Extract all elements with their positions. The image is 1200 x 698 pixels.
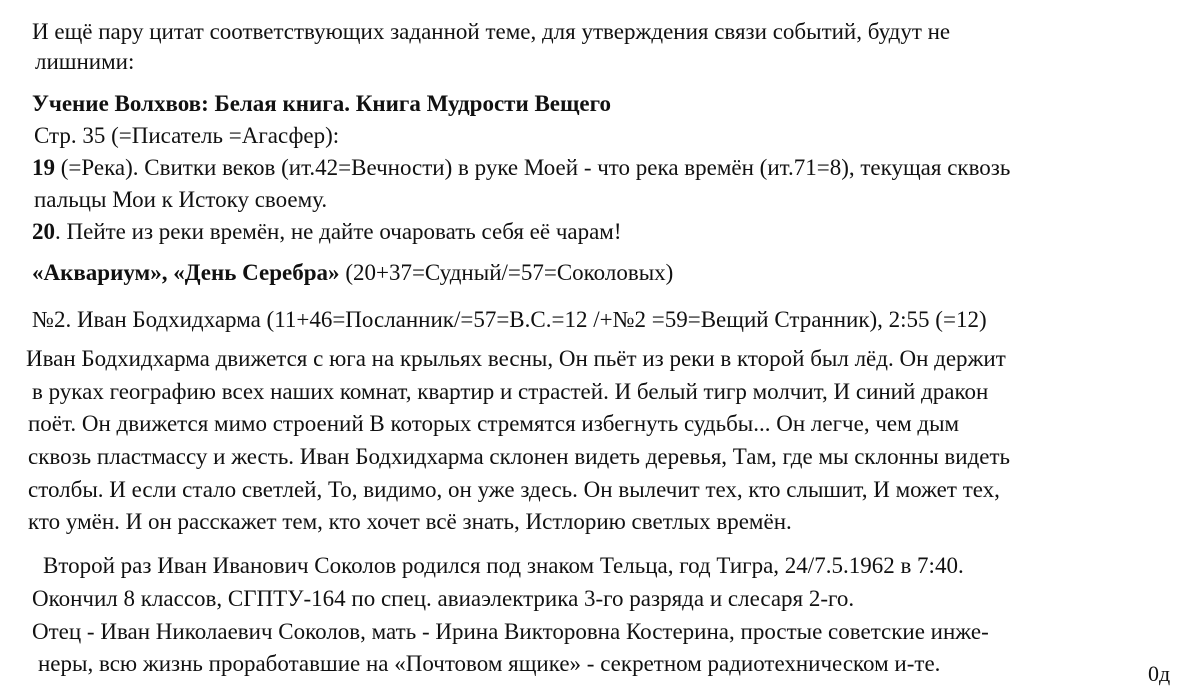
album-title: «Аквариум», «День Серебра» [32, 260, 340, 285]
book-title: Учение Волхвов: Белая книга. Книга Мудрости Вещего [32, 91, 612, 116]
verse-20 [32, 218, 622, 246]
bio-line: Второй раз Иван Иванович Соколов родился под знаком Тельца, год Тигра, 24/7.5.1962 в 7:40. [43, 553, 964, 578]
intro-line: И ещё пару цитат соответствующих заданной теме, для утверждения связи событий, будут не [32, 19, 951, 44]
lyrics-line: Иван Бодхидхарма движется с юга на крыльях весны, Он пьёт из реки в кторой был лёд. Он держит [26, 346, 1006, 371]
verse-text: . Пейте из реки времён, не дайте очаровать себя её чарам! [55, 219, 622, 244]
bio-line: неры, всю жизнь проработавшие на «Почтовом ящике» - секретном радиотехническом и-те. [38, 651, 941, 676]
verse-19-continuation: пальцы Мои к Истоку своему. [34, 187, 328, 212]
verse-19 [32, 154, 1010, 182]
verse-number: 19 [32, 155, 55, 180]
lyrics-line: в руках географию всех наших комнат, квартир и страстей. И белый тигр молчит, И синий дракон [32, 379, 989, 404]
bio-line: Отец - Иван Николаевич Соколов, мать - Ирина Викторовна Костерина, простые советские инже- [32, 619, 989, 644]
lyrics-line: столбы. И если стало светлей, То, видимо, он уже здесь. Он вылечит тех, кто слышит, И может тех, [28, 477, 1000, 502]
album-heading [32, 259, 673, 287]
lyrics-line: поёт. Он движется мимо строений В которых стремятся избегнуть судьбы... Он легче, чем дым [28, 411, 960, 436]
bio-line: Окончил 8 классов, СГПТУ-164 по спец. авиаэлектрика 3-го разряда и слесаря 2-го. [32, 586, 855, 611]
intro-line: лишними: [35, 49, 135, 74]
book-page-ref: Стр. 35 (=Писатель =Агасфер): [34, 123, 340, 148]
album-suffix: (20+37=Судный/=57=Соколовых) [339, 260, 674, 285]
page-number: 0д [1148, 661, 1171, 686]
track-heading: №2. Иван Бодхидхарма (11+46=Посланник/=57=В.С.=12 /+№2 =59=Вещий Странник), 2:55 (=12) [32, 307, 987, 332]
verse-text: (=Река). Свитки веков (ит.42=Вечности) в руке Моей - что река времён (ит.71=8), текущая сквозь [55, 155, 1011, 180]
lyrics-line: сквозь пластмассу и жесть. Иван Бодхидхарма склонен видеть деревья, Там, где мы склонны видеть [28, 444, 1011, 469]
lyrics-line: кто умён. И он расскажет тем, кто хочет всё знать, Истлорию светлых времён. [28, 509, 792, 534]
verse-number: 20 [32, 219, 55, 244]
